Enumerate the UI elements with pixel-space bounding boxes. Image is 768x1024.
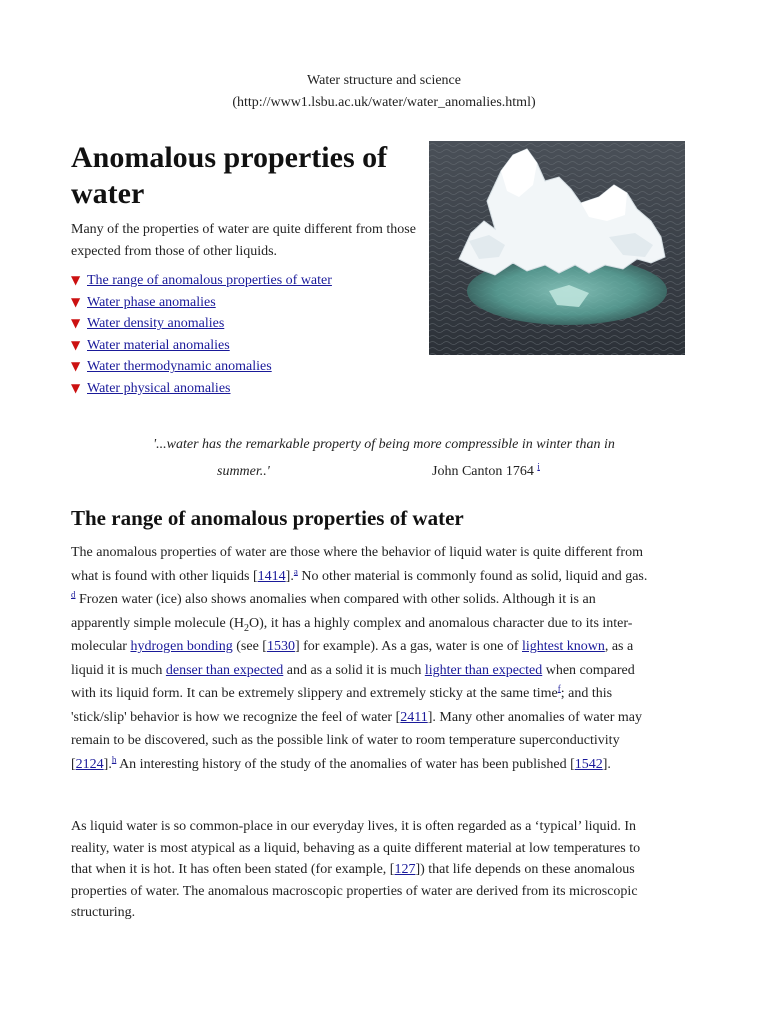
text-run: , as a bbox=[604, 639, 634, 654]
ref-link-1530[interactable]: 1530 bbox=[266, 639, 295, 654]
ref-link-2124[interactable]: 2124 bbox=[75, 756, 104, 772]
quote-author-name: John Canton 1764 bbox=[432, 464, 534, 479]
text-line bbox=[71, 565, 701, 589]
toc-link-phase[interactable]: Water phase anomalies bbox=[87, 294, 216, 310]
toc-link-physical[interactable]: Water physical anomalies bbox=[87, 380, 231, 396]
header-source-url: (http://www1.lsbu.ac.uk/water/water_anomalies.html) bbox=[232, 95, 536, 110]
body-paragraph-1 bbox=[71, 541, 701, 776]
text-run: when compared bbox=[542, 662, 635, 678]
chevron-down-icon: ▼ bbox=[71, 359, 81, 374]
subscript: 2 bbox=[244, 622, 249, 634]
text-run: ]. bbox=[103, 756, 112, 772]
text-run: O), it has a highly complex and anomalous character due to its inter- bbox=[249, 615, 633, 631]
toc-item bbox=[71, 335, 332, 357]
ref-link-1542[interactable]: 1542 bbox=[574, 756, 603, 772]
toc-item bbox=[71, 356, 332, 378]
iceberg-photo bbox=[429, 141, 685, 355]
text-line bbox=[71, 588, 701, 612]
text-line bbox=[71, 859, 701, 881]
footnote-link-h[interactable]: h bbox=[111, 753, 117, 764]
page-title: Anomalous properties of water bbox=[71, 141, 388, 210]
text-line bbox=[71, 612, 701, 636]
text-run: An interesting history of the study of the anomalies of water has been published [ bbox=[116, 756, 575, 772]
footnote-link-f[interactable]: f bbox=[557, 683, 561, 694]
text-line: structuring. bbox=[71, 905, 136, 921]
link-lighter-than-expected[interactable]: lighter than expected bbox=[424, 662, 543, 678]
text-run: ; and this bbox=[560, 686, 613, 701]
chevron-down-icon: ▼ bbox=[71, 316, 81, 331]
chevron-down-icon: ▼ bbox=[71, 273, 81, 287]
toc-item bbox=[71, 270, 332, 292]
text-run: Frozen water (ice) also shows anomalies when compared with other solids. Although it is an bbox=[75, 592, 596, 607]
table-of-contents bbox=[71, 270, 332, 400]
toc-item bbox=[71, 378, 332, 400]
toc-item bbox=[71, 292, 332, 314]
text-run: (see [ bbox=[232, 639, 267, 654]
chevron-down-icon: ▼ bbox=[71, 337, 81, 352]
ref-link-2411[interactable]: 2411 bbox=[400, 709, 428, 725]
text-run: that when it is hot. It has often been stated (for example, [ bbox=[71, 862, 395, 878]
toc-link-material[interactable]: Water material anomalies bbox=[87, 337, 230, 353]
header-source-title: Water structure and science bbox=[307, 73, 461, 88]
toc-link-range[interactable]: The range of anomalous properties of water bbox=[87, 273, 332, 288]
body-paragraph-2 bbox=[71, 816, 701, 924]
text-line bbox=[71, 706, 701, 730]
text-line bbox=[71, 659, 701, 683]
text-run: apparently simple molecule (H bbox=[71, 615, 244, 631]
chevron-down-icon: ▼ bbox=[71, 380, 81, 395]
link-hydrogen-bonding[interactable]: hydrogen bonding bbox=[130, 639, 233, 654]
text-line bbox=[71, 753, 701, 777]
ref-link-127[interactable]: 127 bbox=[394, 862, 416, 878]
text-run: molecular bbox=[71, 639, 131, 654]
text-run: [ bbox=[71, 756, 76, 772]
toc-item bbox=[71, 313, 332, 335]
text-line: remain to be discovered, such as the possible link of water to room temperature superconductivity bbox=[71, 733, 620, 748]
quote-text-line2: summer..' bbox=[217, 464, 270, 479]
text-run: 'stick/slip' behavior is how we recognize the feel of water [ bbox=[71, 709, 401, 725]
text-run: liquid it is much bbox=[71, 662, 166, 678]
intro-paragraph: Many of the properties of water are quite different from those expected from those of other liquids. bbox=[71, 222, 416, 259]
ref-link-1414[interactable]: 1414 bbox=[257, 568, 286, 584]
text-run: ]. Many other anomalies of water may bbox=[427, 709, 642, 725]
text-run: ]. bbox=[602, 756, 611, 772]
text-line bbox=[71, 682, 701, 706]
text-line: As liquid water is so common-place in our everyday lives, it is often regarded as a ‘typical’ liquid. In bbox=[71, 819, 637, 834]
link-denser-than-expected[interactable]: denser than expected bbox=[165, 662, 284, 678]
footnote-link-d[interactable]: d bbox=[71, 589, 76, 600]
text-run: what is found with other liquids [ bbox=[71, 568, 258, 584]
text-run: ] for example). As a gas, water is one of bbox=[294, 639, 522, 654]
text-line bbox=[71, 635, 701, 659]
text-line: The anomalous properties of water are those where the behavior of liquid water is quite different from bbox=[71, 545, 643, 560]
chevron-down-icon: ▼ bbox=[71, 294, 81, 309]
text-line: properties of water. The anomalous macroscopic properties of water are derived from its microscopic bbox=[71, 883, 638, 899]
toc-link-density[interactable]: Water density anomalies bbox=[87, 316, 225, 332]
text-run: and as a solid it is much bbox=[283, 662, 425, 678]
text-line: reality, water is most atypical as a liquid, behaving as a quite different material at low temperatures to bbox=[71, 840, 641, 856]
quote-author bbox=[432, 461, 540, 480]
text-run: with its liquid form. It can be extremely slippery and extremely sticky at the same time bbox=[71, 686, 558, 701]
toc-link-thermodynamic[interactable]: Water thermodynamic anomalies bbox=[87, 359, 272, 375]
quote-text-line1: '...water has the remarkable property of being more compressible in winter than in bbox=[153, 437, 615, 452]
section-heading: The range of anomalous properties of water bbox=[71, 506, 464, 530]
text-run: No other material is commonly found as solid, liquid and gas. bbox=[297, 568, 648, 584]
text-run: ]. bbox=[285, 568, 294, 584]
link-lightest-known[interactable]: lightest known bbox=[522, 639, 605, 654]
footnote-link-i[interactable]: i bbox=[537, 461, 540, 472]
footnote-link-a[interactable]: a bbox=[293, 565, 298, 576]
text-run: ]) that life depends on these anomalous bbox=[415, 862, 635, 878]
